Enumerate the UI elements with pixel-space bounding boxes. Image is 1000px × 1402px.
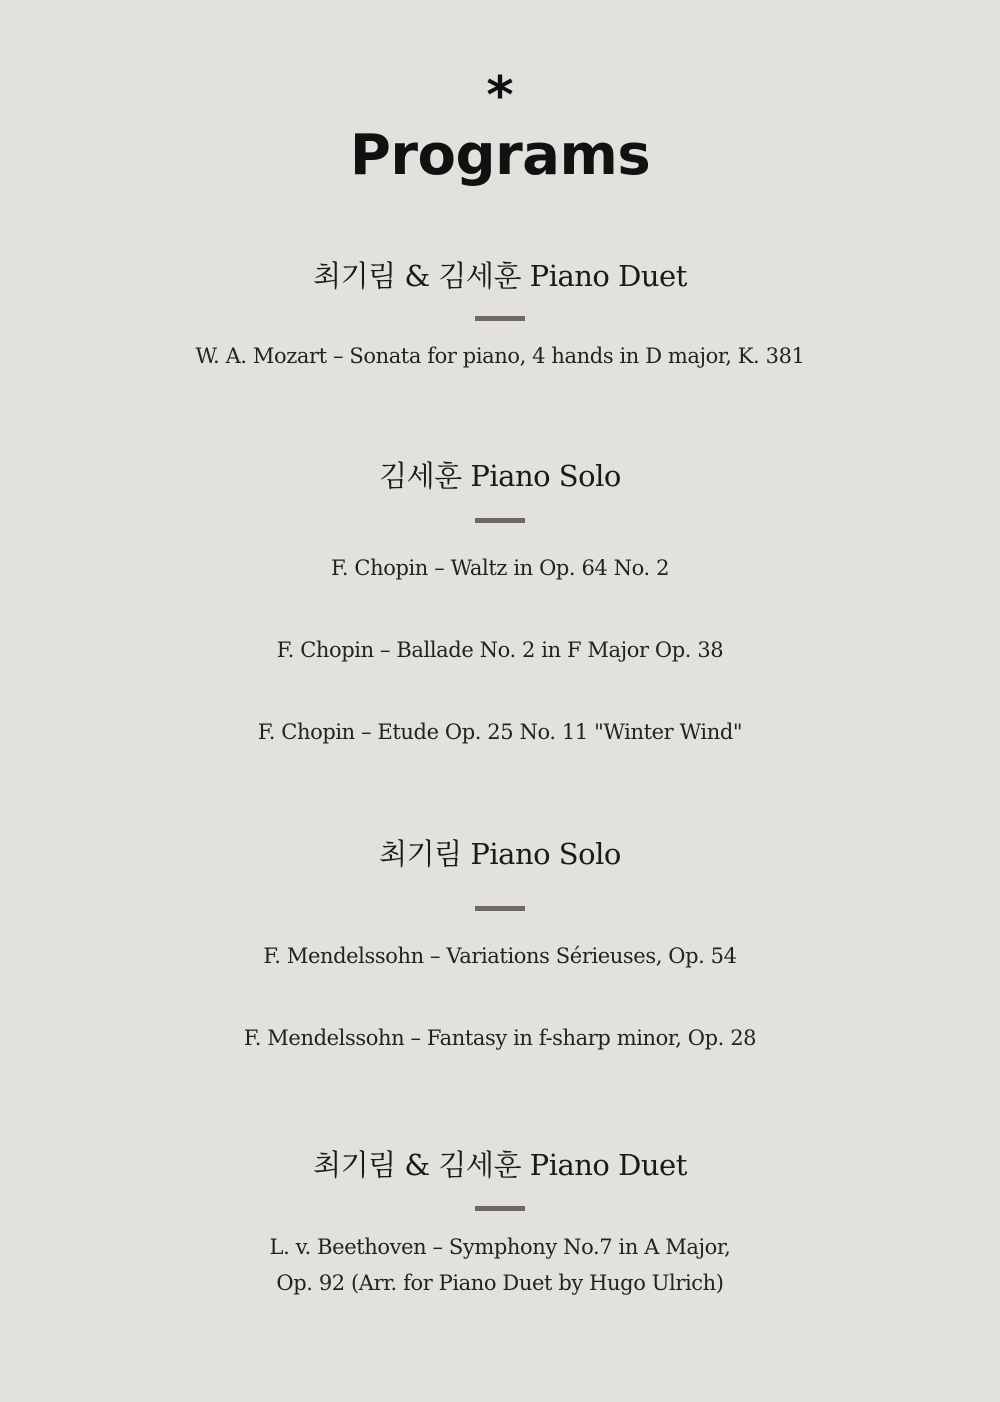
program-item: F. Chopin – Etude Op. 25 No. 11 "Winter Wind" [257, 720, 743, 744]
program-section-duet-beethoven [0, 1145, 1000, 1301]
program-item: F. Mendelssohn – Variations Sérieuses, Op. 54 [263, 944, 737, 968]
section-divider [475, 1206, 525, 1211]
program-item: F. Mendelssohn – Fantasy in f-sharp minor, Op. 28 [243, 1026, 757, 1050]
page-title: Programs [349, 123, 651, 188]
asterisk-icon: * [486, 66, 514, 126]
program-item: F. Chopin – Waltz in Op. 64 No. 2 [330, 556, 670, 580]
section-divider [475, 518, 525, 523]
program-item: F. Chopin – Ballade No. 2 in F Major Op. 38 [276, 638, 724, 662]
program-item: L. v. Beethoven – Symphony No.7 in A Major, [269, 1235, 731, 1259]
program-section-kim-solo [0, 456, 1000, 750]
program-section-duet-mozart [0, 256, 1000, 374]
section-heading: 최기림 Piano Solo [379, 837, 621, 871]
section-divider [475, 316, 525, 321]
section-divider [475, 906, 525, 911]
section-heading: 최기림 & 김세훈 Piano Duet [313, 1148, 687, 1182]
program-item: W. A. Mozart – Sonata for piano, 4 hands in D major, K. 381 [195, 344, 805, 368]
section-heading: 최기림 & 김세훈 Piano Duet [313, 259, 687, 293]
program-item: Op. 92 (Arr. for Piano Duet by Hugo Ulrich) [276, 1271, 724, 1295]
section-heading: 김세훈 Piano Solo [379, 459, 621, 493]
program-section-choi-solo [0, 834, 1000, 1056]
